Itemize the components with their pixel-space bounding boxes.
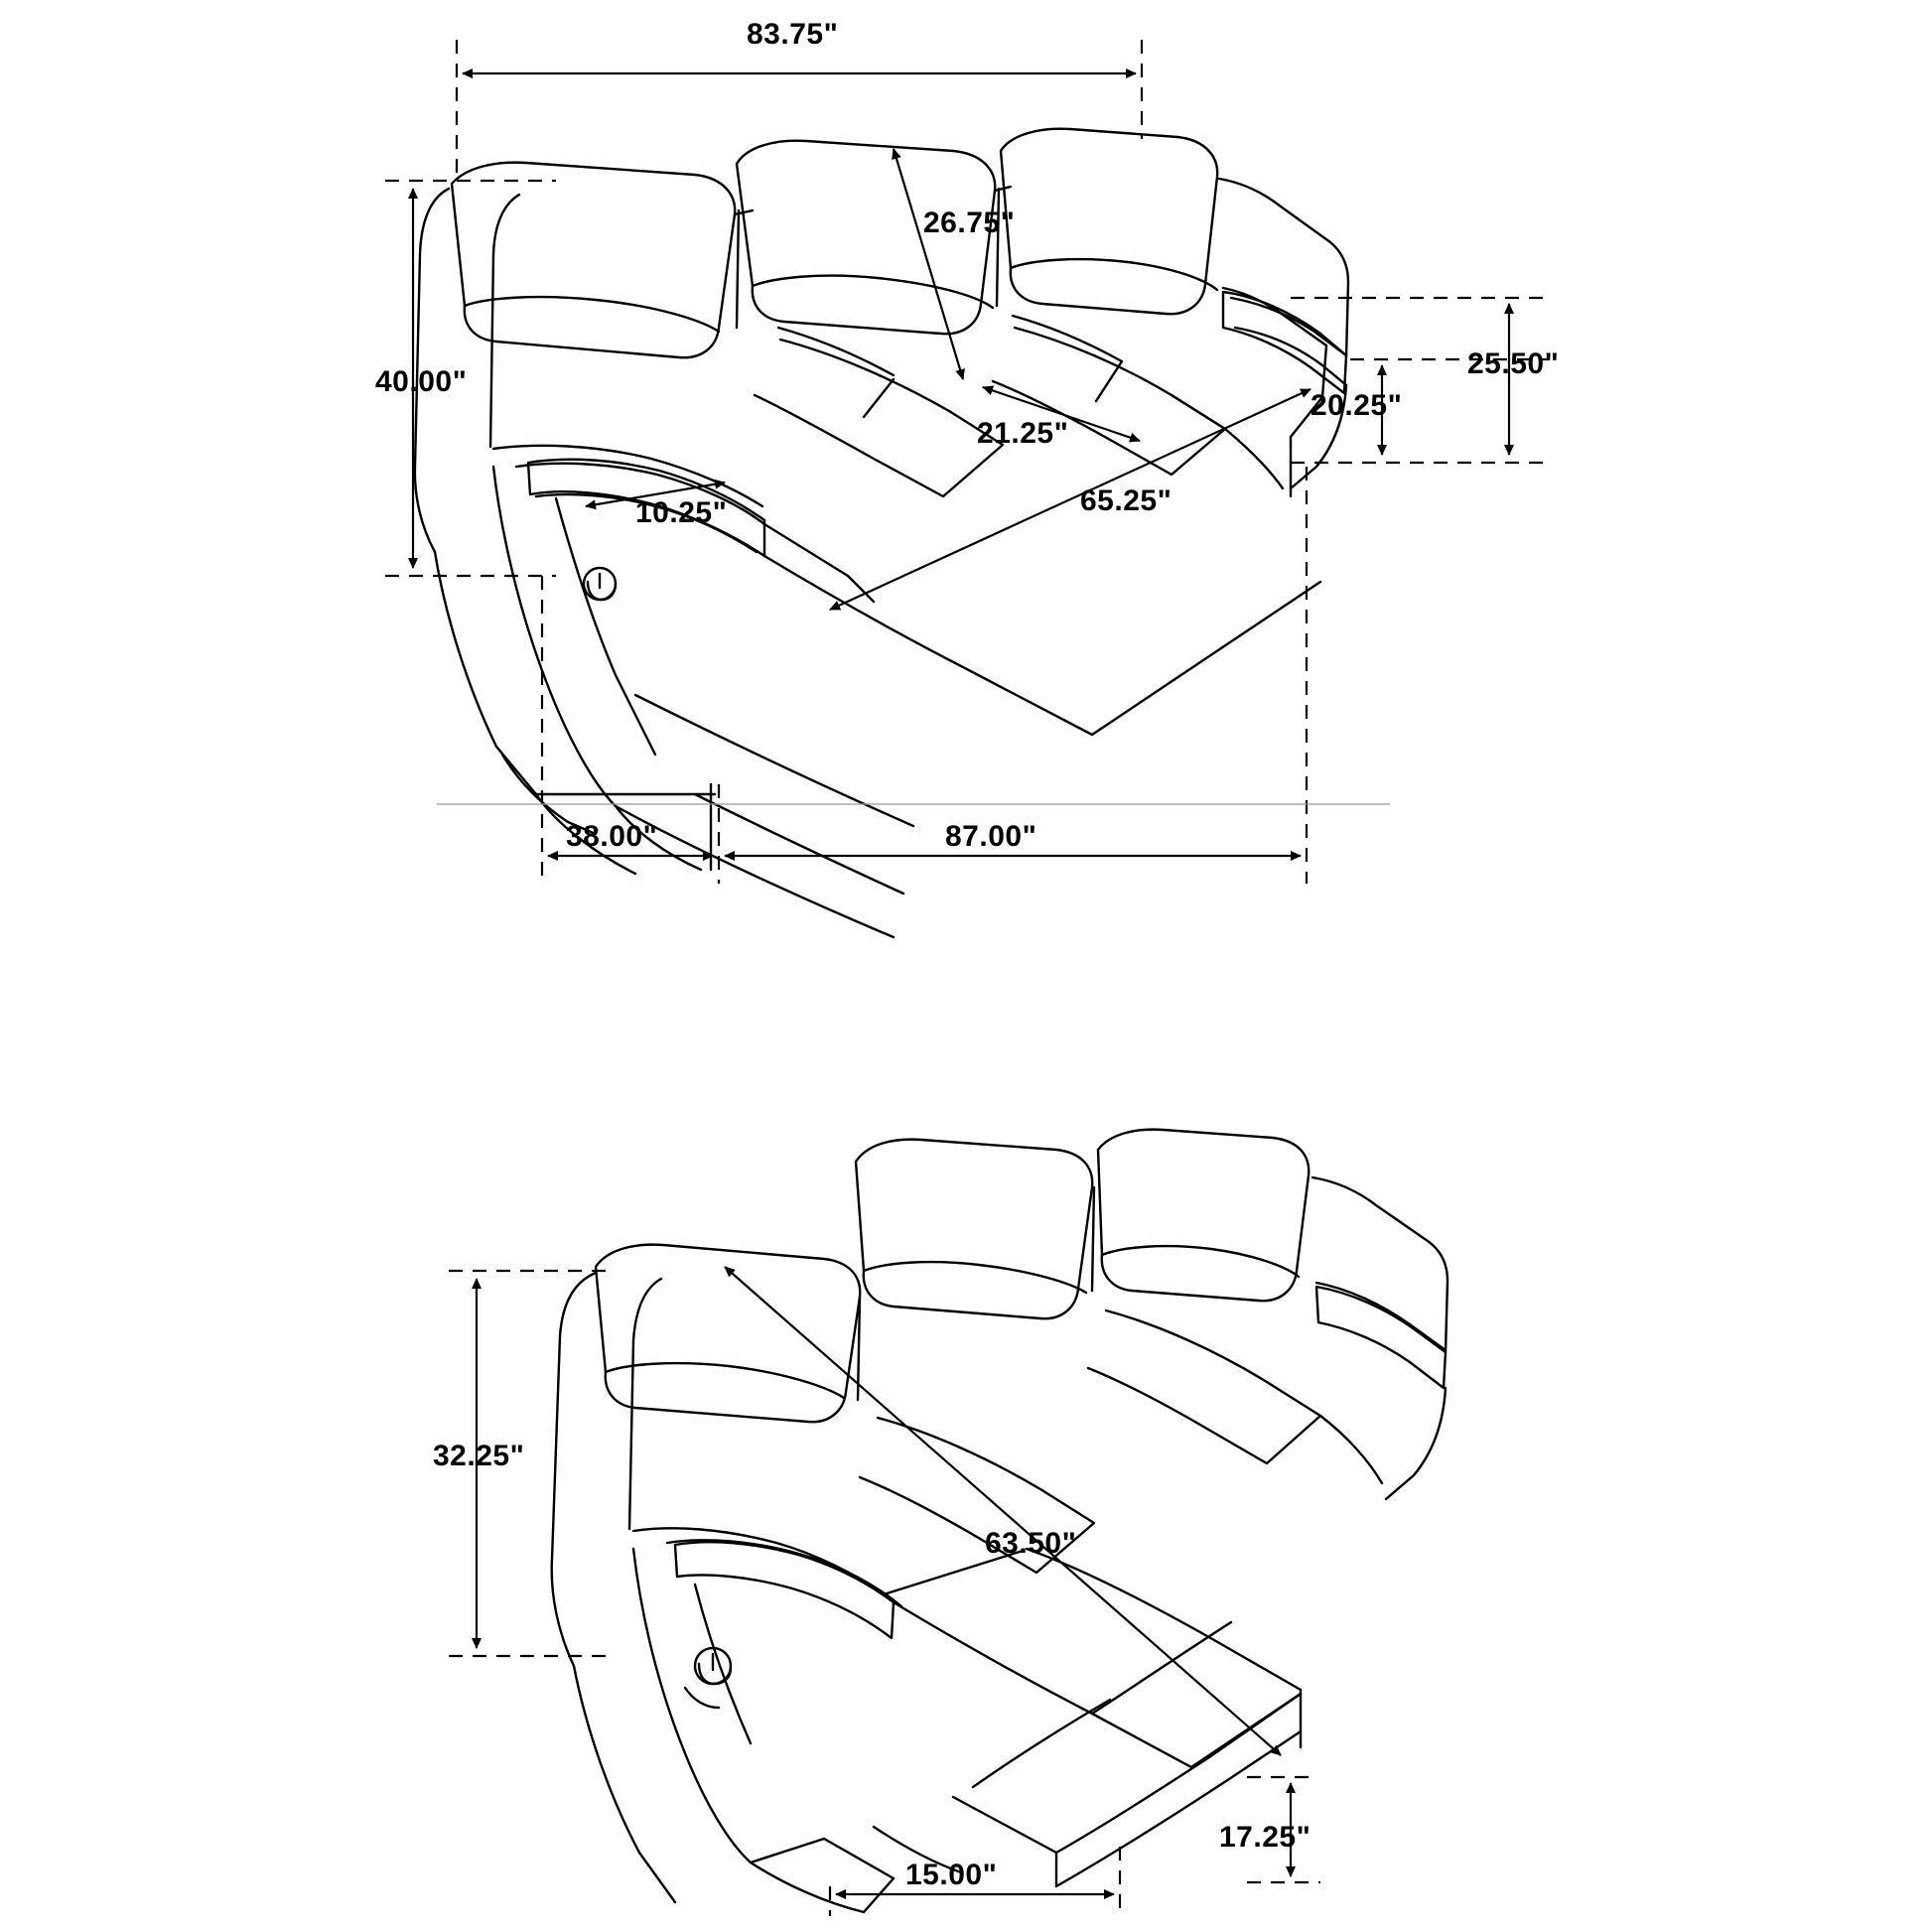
sofa-upright-illustration: [415, 129, 1348, 937]
dimension-label-arm-width: 10.25": [635, 496, 728, 529]
dimension-label-wall-clearance: 15.00": [905, 1859, 998, 1891]
dimension-label-footprint-length: 87.00": [945, 820, 1037, 853]
sofa-reclined-illustration: [552, 1130, 1448, 1912]
dimension-label-overall-depth: 38.00": [566, 820, 658, 853]
dimension-label-arm-height: 25.50": [1467, 347, 1560, 380]
dimension-label-seat-depth: 21.25": [977, 417, 1069, 450]
dimension-label-seat-width: 65.25": [1080, 484, 1173, 517]
dimension-label-seat-height: 20.25": [1311, 389, 1403, 422]
dimension-label-overall-height: 40.00": [375, 365, 468, 398]
dimension-label-overall-width: 83.75": [747, 18, 839, 51]
reclined-dimension-lines: [449, 1267, 1320, 1916]
dimension-label-reclined-depth: 63.50": [985, 1527, 1077, 1560]
dimension-label-back-cushion-height: 26.75": [923, 207, 1016, 239]
dimension-label-footrest-height: 17.25": [1219, 1821, 1311, 1854]
dimension-label-reclined-height: 32.25": [433, 1440, 525, 1472]
